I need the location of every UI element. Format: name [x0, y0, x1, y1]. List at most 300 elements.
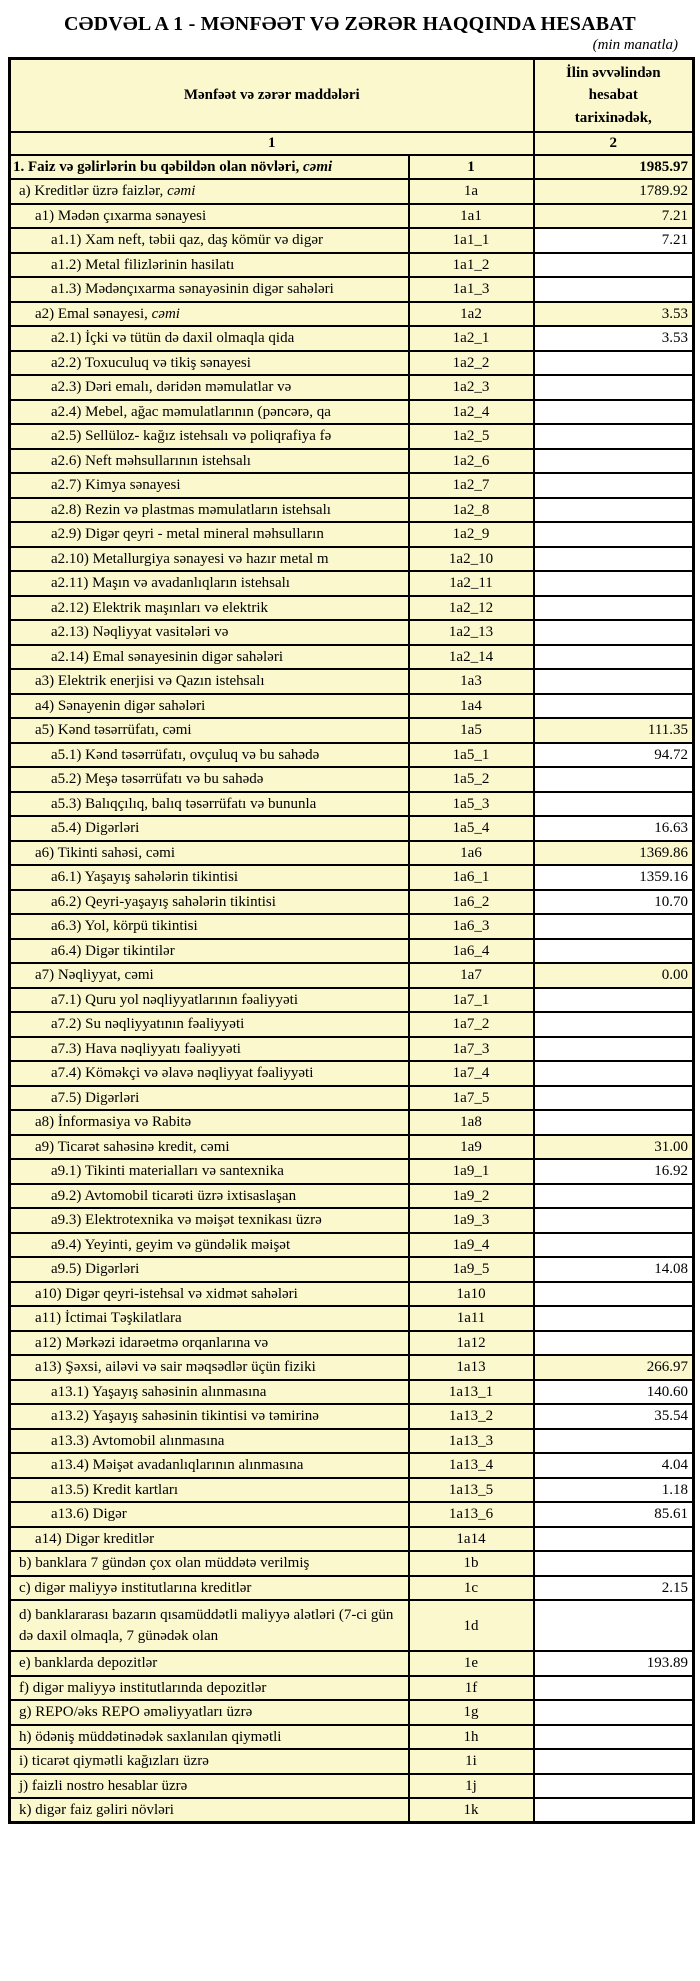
- row-label-cell: [10, 228, 409, 253]
- row-label-text: a2.7) Kimya sənayesi: [51, 477, 181, 494]
- row-label-cell: [10, 1527, 409, 1552]
- row-value-cell: 140.60: [534, 1380, 694, 1405]
- row-label-text: a7.1) Quru yol nəqliyyatlarının fəaliyyəti: [51, 991, 299, 1008]
- table-row: [10, 204, 694, 229]
- row-code-cell: 1a2_4: [409, 400, 534, 425]
- row-value-cell: [534, 473, 694, 498]
- row-code-cell: 1a9_2: [409, 1184, 534, 1209]
- row-code-cell: 1a13_6: [409, 1502, 534, 1527]
- row-code-cell: 1a13_3: [409, 1429, 534, 1454]
- row-label-cell: [10, 155, 409, 180]
- row-value-cell: 1359.16: [534, 865, 694, 890]
- row-label-text: a2.5) Sellüloz- kağız istehsalı və poliqrafiya fə: [51, 428, 332, 445]
- profit-loss-table: [8, 57, 695, 1824]
- table-row: [10, 1355, 694, 1380]
- table-row: [10, 1651, 694, 1676]
- header-col-num-items: 1: [10, 132, 534, 155]
- row-label-cell: [10, 963, 409, 988]
- row-label-text: a5.1) Kənd təsərrüfatı, ovçuluq və bu sahədə: [51, 746, 320, 763]
- row-value-cell: [534, 1061, 694, 1086]
- table-row: [10, 571, 694, 596]
- table-row: [10, 718, 694, 743]
- row-code-cell: 1a13_2: [409, 1404, 534, 1429]
- table-row: [10, 816, 694, 841]
- row-value-cell: [534, 914, 694, 939]
- table-row: [10, 1502, 694, 1527]
- row-code-cell: 1a9: [409, 1135, 534, 1160]
- row-code-cell: 1a13: [409, 1355, 534, 1380]
- row-value-cell: 10.70: [534, 890, 694, 915]
- table-row: [10, 1037, 694, 1062]
- row-code-cell: 1a2_7: [409, 473, 534, 498]
- row-code-cell: 1a2_2: [409, 351, 534, 376]
- row-label-cell: [10, 1012, 409, 1037]
- row-label-text: a5.3) Balıqçılıq, balıq təsərrüfatı və bununla: [51, 795, 317, 812]
- row-label-text: a7) Nəqliyyat, cəmi: [35, 967, 154, 984]
- row-code-cell: 1: [409, 155, 534, 180]
- row-value-cell: 16.92: [534, 1159, 694, 1184]
- report-title: CƏDVƏL A 1 - MƏNFƏƏT VƏ ZƏRƏR HAQQINDA HESABAT: [64, 13, 636, 35]
- table-row: [10, 963, 694, 988]
- row-code-cell: 1a2_10: [409, 547, 534, 572]
- header-value-label: [534, 59, 694, 132]
- row-label-text: a5.2) Meşə təsərrüfatı və bu sahədə: [51, 771, 264, 788]
- row-label-text: c) digər maliyyə institutlarına kreditlər: [19, 1579, 252, 1596]
- row-value-cell: [534, 645, 694, 670]
- row-code-cell: 1a13_4: [409, 1453, 534, 1478]
- row-value-cell: [534, 400, 694, 425]
- row-label-cell: [10, 1725, 409, 1750]
- row-label-cell: [10, 179, 409, 204]
- row-value-cell: [534, 939, 694, 964]
- row-value-cell: 1.18: [534, 1478, 694, 1503]
- row-label-text: a1.2) Metal filizlərinin hasilatı: [51, 256, 235, 273]
- table-row: [10, 1576, 694, 1601]
- row-label-cell: [10, 743, 409, 768]
- row-code-cell: 1a6_1: [409, 865, 534, 890]
- table-row: [10, 1749, 694, 1774]
- row-label-text: a1.3) Mədənçıxarma sənayəsinin digər sahələri: [51, 281, 334, 298]
- table-row: [10, 890, 694, 915]
- row-label-cell: [10, 1478, 409, 1503]
- table-row: [10, 841, 694, 866]
- row-label-text: a2.2) Toxuculuq və tikiş sənayesi: [51, 354, 251, 371]
- row-label-text: a2.11) Maşın və avadanlıqların istehsalı: [51, 575, 290, 592]
- row-label-italic-suffix: cəmi: [303, 158, 333, 175]
- row-code-cell: 1d: [409, 1600, 534, 1651]
- row-label-cell: [10, 498, 409, 523]
- row-label-text: a2.9) Digər qeyri - metal mineral məhsulların: [51, 526, 324, 543]
- table-row: [10, 1135, 694, 1160]
- row-value-cell: [534, 1676, 694, 1701]
- table-row: [10, 1429, 694, 1454]
- row-label-text: a13.1) Yaşayış sahəsinin alınmasına: [51, 1383, 267, 1400]
- header-row-labels: [10, 59, 694, 132]
- row-label-cell: [10, 988, 409, 1013]
- row-label-cell: [10, 375, 409, 400]
- row-label-cell: [10, 1798, 409, 1823]
- row-label-text: a6.2) Qeyri-yaşayış sahələrin tikintisi: [51, 893, 276, 910]
- row-label-cell: [10, 1600, 409, 1651]
- row-label-cell: [10, 449, 409, 474]
- row-label-cell: [10, 620, 409, 645]
- table-row: [10, 645, 694, 670]
- row-value-cell: 4.04: [534, 1453, 694, 1478]
- header-col-num-value: 2: [534, 132, 694, 155]
- table-row: [10, 669, 694, 694]
- row-code-cell: 1a7_5: [409, 1086, 534, 1111]
- table-row: [10, 1551, 694, 1576]
- row-label-text: a7.3) Hava nəqliyyatı fəaliyyəti: [51, 1040, 241, 1057]
- row-label-text: a1.1) Xam neft, təbii qaz, daş kömür və digər: [51, 232, 323, 249]
- table-row: [10, 1159, 694, 1184]
- row-code-cell: 1a2_9: [409, 522, 534, 547]
- row-label-text: a14) Digər kreditlər: [35, 1530, 155, 1547]
- row-code-cell: 1b: [409, 1551, 534, 1576]
- table-row: [10, 1600, 694, 1651]
- row-value-cell: [534, 1429, 694, 1454]
- row-code-cell: 1a6_2: [409, 890, 534, 915]
- row-label-cell: [10, 1576, 409, 1601]
- row-value-cell: 3.53: [534, 302, 694, 327]
- row-value-cell: [534, 792, 694, 817]
- row-label-cell: [10, 351, 409, 376]
- table-row: [10, 1380, 694, 1405]
- row-label-text: a13.4) Məişət avadanlıqlarının alınmasına: [51, 1457, 304, 1474]
- row-label-cell: [10, 571, 409, 596]
- row-value-cell: [534, 1184, 694, 1209]
- row-label-text: a9.2) Avtomobil ticarəti üzrə ixtisaslaşan: [51, 1187, 297, 1204]
- row-label-text: a2.8) Rezin və plastmas məmulatların istehsalı: [51, 501, 331, 518]
- row-label-cell: [10, 1355, 409, 1380]
- row-label-text: a13.2) Yaşayış sahəsinin tikintisi və təmirinə: [51, 1408, 319, 1425]
- row-label-text: a13.3) Avtomobil alınmasına: [51, 1432, 225, 1449]
- table-row: [10, 988, 694, 1013]
- row-label-cell: [10, 253, 409, 278]
- row-value-cell: [534, 253, 694, 278]
- row-label-cell: [10, 890, 409, 915]
- row-label-cell: [10, 1282, 409, 1307]
- row-value-cell: [534, 1331, 694, 1356]
- row-code-cell: 1a1_3: [409, 277, 534, 302]
- table-row: [10, 1012, 694, 1037]
- row-label-cell: [10, 1774, 409, 1799]
- row-label-cell: [10, 1502, 409, 1527]
- row-label-text: a13.6) Digər: [51, 1506, 127, 1523]
- row-label-cell: [10, 1676, 409, 1701]
- row-code-cell: 1a9_1: [409, 1159, 534, 1184]
- row-label-text: a7.2) Su nəqliyyatının fəaliyyəti: [51, 1016, 245, 1033]
- row-label-text: a7.5) Digərləri: [51, 1089, 140, 1106]
- row-label-text: b) banklara 7 gündən çox olan müddətə verilmiş: [19, 1555, 310, 1572]
- table-row: [10, 596, 694, 621]
- row-code-cell: 1a2_12: [409, 596, 534, 621]
- row-label-text: a13.5) Kredit kartları: [51, 1481, 179, 1498]
- row-label-cell: [10, 277, 409, 302]
- header-row-column-numbers: [10, 132, 694, 155]
- row-code-cell: 1a7_2: [409, 1012, 534, 1037]
- row-value-cell: [534, 767, 694, 792]
- table-row: [10, 1257, 694, 1282]
- row-label-text: d) banklararası bazarın qısamüddətli maliyyə alətləri (7-ci gün də daxil olmaqla, 7 günədək olan: [19, 1606, 394, 1644]
- row-value-cell: [534, 1012, 694, 1037]
- row-label-cell: [10, 669, 409, 694]
- row-label-cell: [10, 1208, 409, 1233]
- table-header: [10, 59, 694, 155]
- row-label-text: a5.4) Digərləri: [51, 820, 140, 837]
- row-code-cell: 1a9_5: [409, 1257, 534, 1282]
- row-value-cell: 7.21: [534, 204, 694, 229]
- row-value-cell: [534, 449, 694, 474]
- row-code-cell: 1a2_14: [409, 645, 534, 670]
- row-label-cell: [10, 1257, 409, 1282]
- row-label-cell: [10, 718, 409, 743]
- table-row: [10, 1282, 694, 1307]
- row-value-cell: 85.61: [534, 1502, 694, 1527]
- row-label-text: a9.4) Yeyinti, geyim və gündəlik məişət: [51, 1236, 291, 1253]
- row-label-text: a2.10) Metallurgiya sənayesi və hazır metal m: [51, 550, 329, 567]
- row-label-text: a8) İnformasiya və Rabitə: [35, 1114, 192, 1131]
- row-value-cell: [534, 596, 694, 621]
- row-label-cell: [10, 1651, 409, 1676]
- row-label-text: i) ticarət qiymətli kağızları üzrə: [19, 1753, 209, 1770]
- row-value-cell: [534, 1110, 694, 1135]
- row-label-cell: [10, 1700, 409, 1725]
- table-row: [10, 473, 694, 498]
- table-row: [10, 1331, 694, 1356]
- row-code-cell: 1a10: [409, 1282, 534, 1307]
- row-label-cell: [10, 522, 409, 547]
- row-label-cell: [10, 204, 409, 229]
- row-value-cell: [534, 522, 694, 547]
- row-code-cell: 1a2_1: [409, 326, 534, 351]
- row-value-cell: 94.72: [534, 743, 694, 768]
- row-value-cell: 2.15: [534, 1576, 694, 1601]
- table-row: [10, 1404, 694, 1429]
- row-code-cell: 1a9_4: [409, 1233, 534, 1258]
- row-code-cell: 1j: [409, 1774, 534, 1799]
- table-row: [10, 1527, 694, 1552]
- header-items-label: Mənfəət və zərər maddələri: [10, 59, 534, 132]
- table-row: [10, 522, 694, 547]
- table-row: [10, 694, 694, 719]
- row-code-cell: 1a2_13: [409, 620, 534, 645]
- row-code-cell: 1a2_6: [409, 449, 534, 474]
- row-value-cell: 1369.86: [534, 841, 694, 866]
- table-row: [10, 155, 694, 180]
- row-value-cell: 14.08: [534, 1257, 694, 1282]
- unit-note: (min manatla): [592, 37, 678, 53]
- row-label-text: k) digər faiz gəliri növləri: [19, 1802, 174, 1818]
- row-code-cell: 1a2_3: [409, 375, 534, 400]
- table-row: [10, 277, 694, 302]
- row-label-text: a) Kreditlər üzrə faizlər,: [19, 183, 168, 200]
- row-code-cell: 1a12: [409, 1331, 534, 1356]
- row-label-cell: [10, 1110, 409, 1135]
- row-label-text: a2.3) Dəri emalı, dəridən məmulatlar və: [51, 379, 292, 396]
- table-row: [10, 351, 694, 376]
- row-code-cell: 1a7_3: [409, 1037, 534, 1062]
- row-value-cell: [534, 424, 694, 449]
- row-label-cell: [10, 939, 409, 964]
- row-label-text: a1) Mədən çıxarma sənayesi: [35, 207, 207, 224]
- row-label-cell: [10, 1429, 409, 1454]
- row-label-text: 1. Faiz və gəlirlərin bu qəbildən olan növləri,: [13, 158, 303, 175]
- table-row: [10, 1306, 694, 1331]
- table-row: [10, 792, 694, 817]
- row-value-cell: [534, 620, 694, 645]
- row-code-cell: 1a3: [409, 669, 534, 694]
- row-code-cell: 1a1_1: [409, 228, 534, 253]
- row-label-cell: [10, 400, 409, 425]
- row-code-cell: 1a5_1: [409, 743, 534, 768]
- row-code-cell: 1a: [409, 179, 534, 204]
- row-value-cell: [534, 277, 694, 302]
- row-label-text: a2.6) Neft məhsullarının istehsalı: [51, 452, 251, 469]
- row-value-cell: 193.89: [534, 1651, 694, 1676]
- row-label-text: h) ödəniş müddətinədək saxlanılan qiymətli: [19, 1728, 282, 1745]
- row-label-cell: [10, 1749, 409, 1774]
- row-label-cell: [10, 1184, 409, 1209]
- row-label-cell: [10, 841, 409, 866]
- row-value-cell: 111.35: [534, 718, 694, 743]
- row-code-cell: 1a11: [409, 1306, 534, 1331]
- row-value-cell: 35.54: [534, 1404, 694, 1429]
- row-value-cell: 0.00: [534, 963, 694, 988]
- row-code-cell: 1a2_8: [409, 498, 534, 523]
- row-label-italic-suffix: cəmi: [167, 183, 196, 200]
- table-row: [10, 179, 694, 204]
- table-row: [10, 1774, 694, 1799]
- row-value-cell: [534, 1208, 694, 1233]
- row-value-cell: [534, 1037, 694, 1062]
- table-row: [10, 375, 694, 400]
- row-label-cell: [10, 473, 409, 498]
- row-code-cell: 1a2_11: [409, 571, 534, 596]
- row-label-text: a2.1) İçki və tütün də daxil olmaqla qida: [51, 330, 295, 347]
- row-code-cell: 1a13_5: [409, 1478, 534, 1503]
- table-row: [10, 914, 694, 939]
- row-code-cell: 1a7_4: [409, 1061, 534, 1086]
- row-code-cell: 1a6: [409, 841, 534, 866]
- table-row: [10, 865, 694, 890]
- row-label-text: a2.14) Emal sənayesinin digər sahələri: [51, 648, 284, 665]
- row-label-text: f) digər maliyyə institutlarında depozitlər: [19, 1679, 267, 1696]
- row-label-cell: [10, 302, 409, 327]
- table-row: [10, 1184, 694, 1209]
- row-label-text: a13) Şəxsi, ailəvi və sair məqsədlər üçün fiziki: [35, 1359, 316, 1376]
- row-label-cell: [10, 792, 409, 817]
- row-code-cell: 1h: [409, 1725, 534, 1750]
- row-value-cell: [534, 1774, 694, 1799]
- row-value-cell: [534, 375, 694, 400]
- row-label-text: a3) Elektrik enerjisi və Qazın istehsalı: [35, 673, 265, 690]
- table-row: [10, 1233, 694, 1258]
- row-label-cell: [10, 914, 409, 939]
- table-row: [10, 228, 694, 253]
- row-label-cell: [10, 816, 409, 841]
- row-label-text: a10) Digər qeyri-istehsal və xidmət sahələri: [35, 1285, 298, 1302]
- table-row: [10, 767, 694, 792]
- row-value-cell: 266.97: [534, 1355, 694, 1380]
- row-code-cell: 1a1: [409, 204, 534, 229]
- row-label-text: j) faizli nostro hesablar üzrə: [19, 1777, 188, 1794]
- row-label-cell: [10, 1453, 409, 1478]
- row-value-cell: [534, 669, 694, 694]
- row-label-text: a6.3) Yol, körpü tikintisi: [51, 918, 198, 935]
- row-value-cell: [534, 1282, 694, 1307]
- row-label-cell: [10, 1551, 409, 1576]
- row-code-cell: 1a5: [409, 718, 534, 743]
- row-value-cell: 1985.97: [534, 155, 694, 180]
- row-code-cell: 1a8: [409, 1110, 534, 1135]
- row-value-cell: [534, 498, 694, 523]
- row-code-cell: 1a13_1: [409, 1380, 534, 1405]
- row-code-cell: 1a5_2: [409, 767, 534, 792]
- row-label-text: a9.3) Elektrotexnika və məişət texnikası üzrə: [51, 1212, 322, 1229]
- row-value-cell: [534, 988, 694, 1013]
- row-label-text: a2.12) Elektrik maşınları və elektrik: [51, 599, 269, 616]
- row-label-cell: [10, 1380, 409, 1405]
- row-value-cell: [534, 1306, 694, 1331]
- row-label-cell: [10, 645, 409, 670]
- table-row: [10, 424, 694, 449]
- row-code-cell: 1a7_1: [409, 988, 534, 1013]
- row-label-cell: [10, 1086, 409, 1111]
- table-row: [10, 449, 694, 474]
- row-label-text: a6.1) Yaşayış sahələrin tikintisi: [51, 869, 239, 886]
- row-value-cell: [534, 1749, 694, 1774]
- row-label-text: e) banklarda depozitlər: [19, 1655, 158, 1672]
- row-code-cell: 1e: [409, 1651, 534, 1676]
- row-label-italic-suffix: cəmi: [151, 305, 180, 322]
- row-code-cell: 1a5_4: [409, 816, 534, 841]
- row-label-text: g) REPO/əks REPO əməliyyatları üzrə: [19, 1704, 253, 1721]
- row-code-cell: 1a6_4: [409, 939, 534, 964]
- table-row: [10, 253, 694, 278]
- row-value-cell: [534, 1551, 694, 1576]
- row-label-cell: [10, 1404, 409, 1429]
- row-label-text: a9) Ticarət sahəsinə kredit, cəmi: [35, 1138, 230, 1155]
- row-label-text: a11) İctimai Təşkilatlara: [35, 1310, 182, 1327]
- row-label-cell: [10, 1061, 409, 1086]
- row-value-cell: [534, 694, 694, 719]
- row-value-cell: [534, 1233, 694, 1258]
- row-label-cell: [10, 326, 409, 351]
- row-label-text: a9.5) Digərləri: [51, 1261, 140, 1278]
- row-value-cell: [534, 1527, 694, 1552]
- row-label-cell: [10, 865, 409, 890]
- row-code-cell: 1c: [409, 1576, 534, 1601]
- row-value-cell: [534, 1086, 694, 1111]
- row-label-text: a7.4) Köməkçi və əlavə nəqliyyat fəaliyyəti: [51, 1065, 314, 1082]
- table-row: [10, 1725, 694, 1750]
- row-value-cell: [534, 1700, 694, 1725]
- row-code-cell: 1a14: [409, 1527, 534, 1552]
- row-label-cell: [10, 547, 409, 572]
- table-row: [10, 1061, 694, 1086]
- row-code-cell: 1a7: [409, 963, 534, 988]
- table-row: [10, 498, 694, 523]
- table-row: [10, 1453, 694, 1478]
- row-label-text: a2) Emal sənayesi,: [35, 305, 152, 322]
- row-value-cell: 31.00: [534, 1135, 694, 1160]
- row-label-cell: [10, 694, 409, 719]
- row-value-cell: [534, 351, 694, 376]
- row-code-cell: 1a2_5: [409, 424, 534, 449]
- table-row: [10, 743, 694, 768]
- table-row: [10, 547, 694, 572]
